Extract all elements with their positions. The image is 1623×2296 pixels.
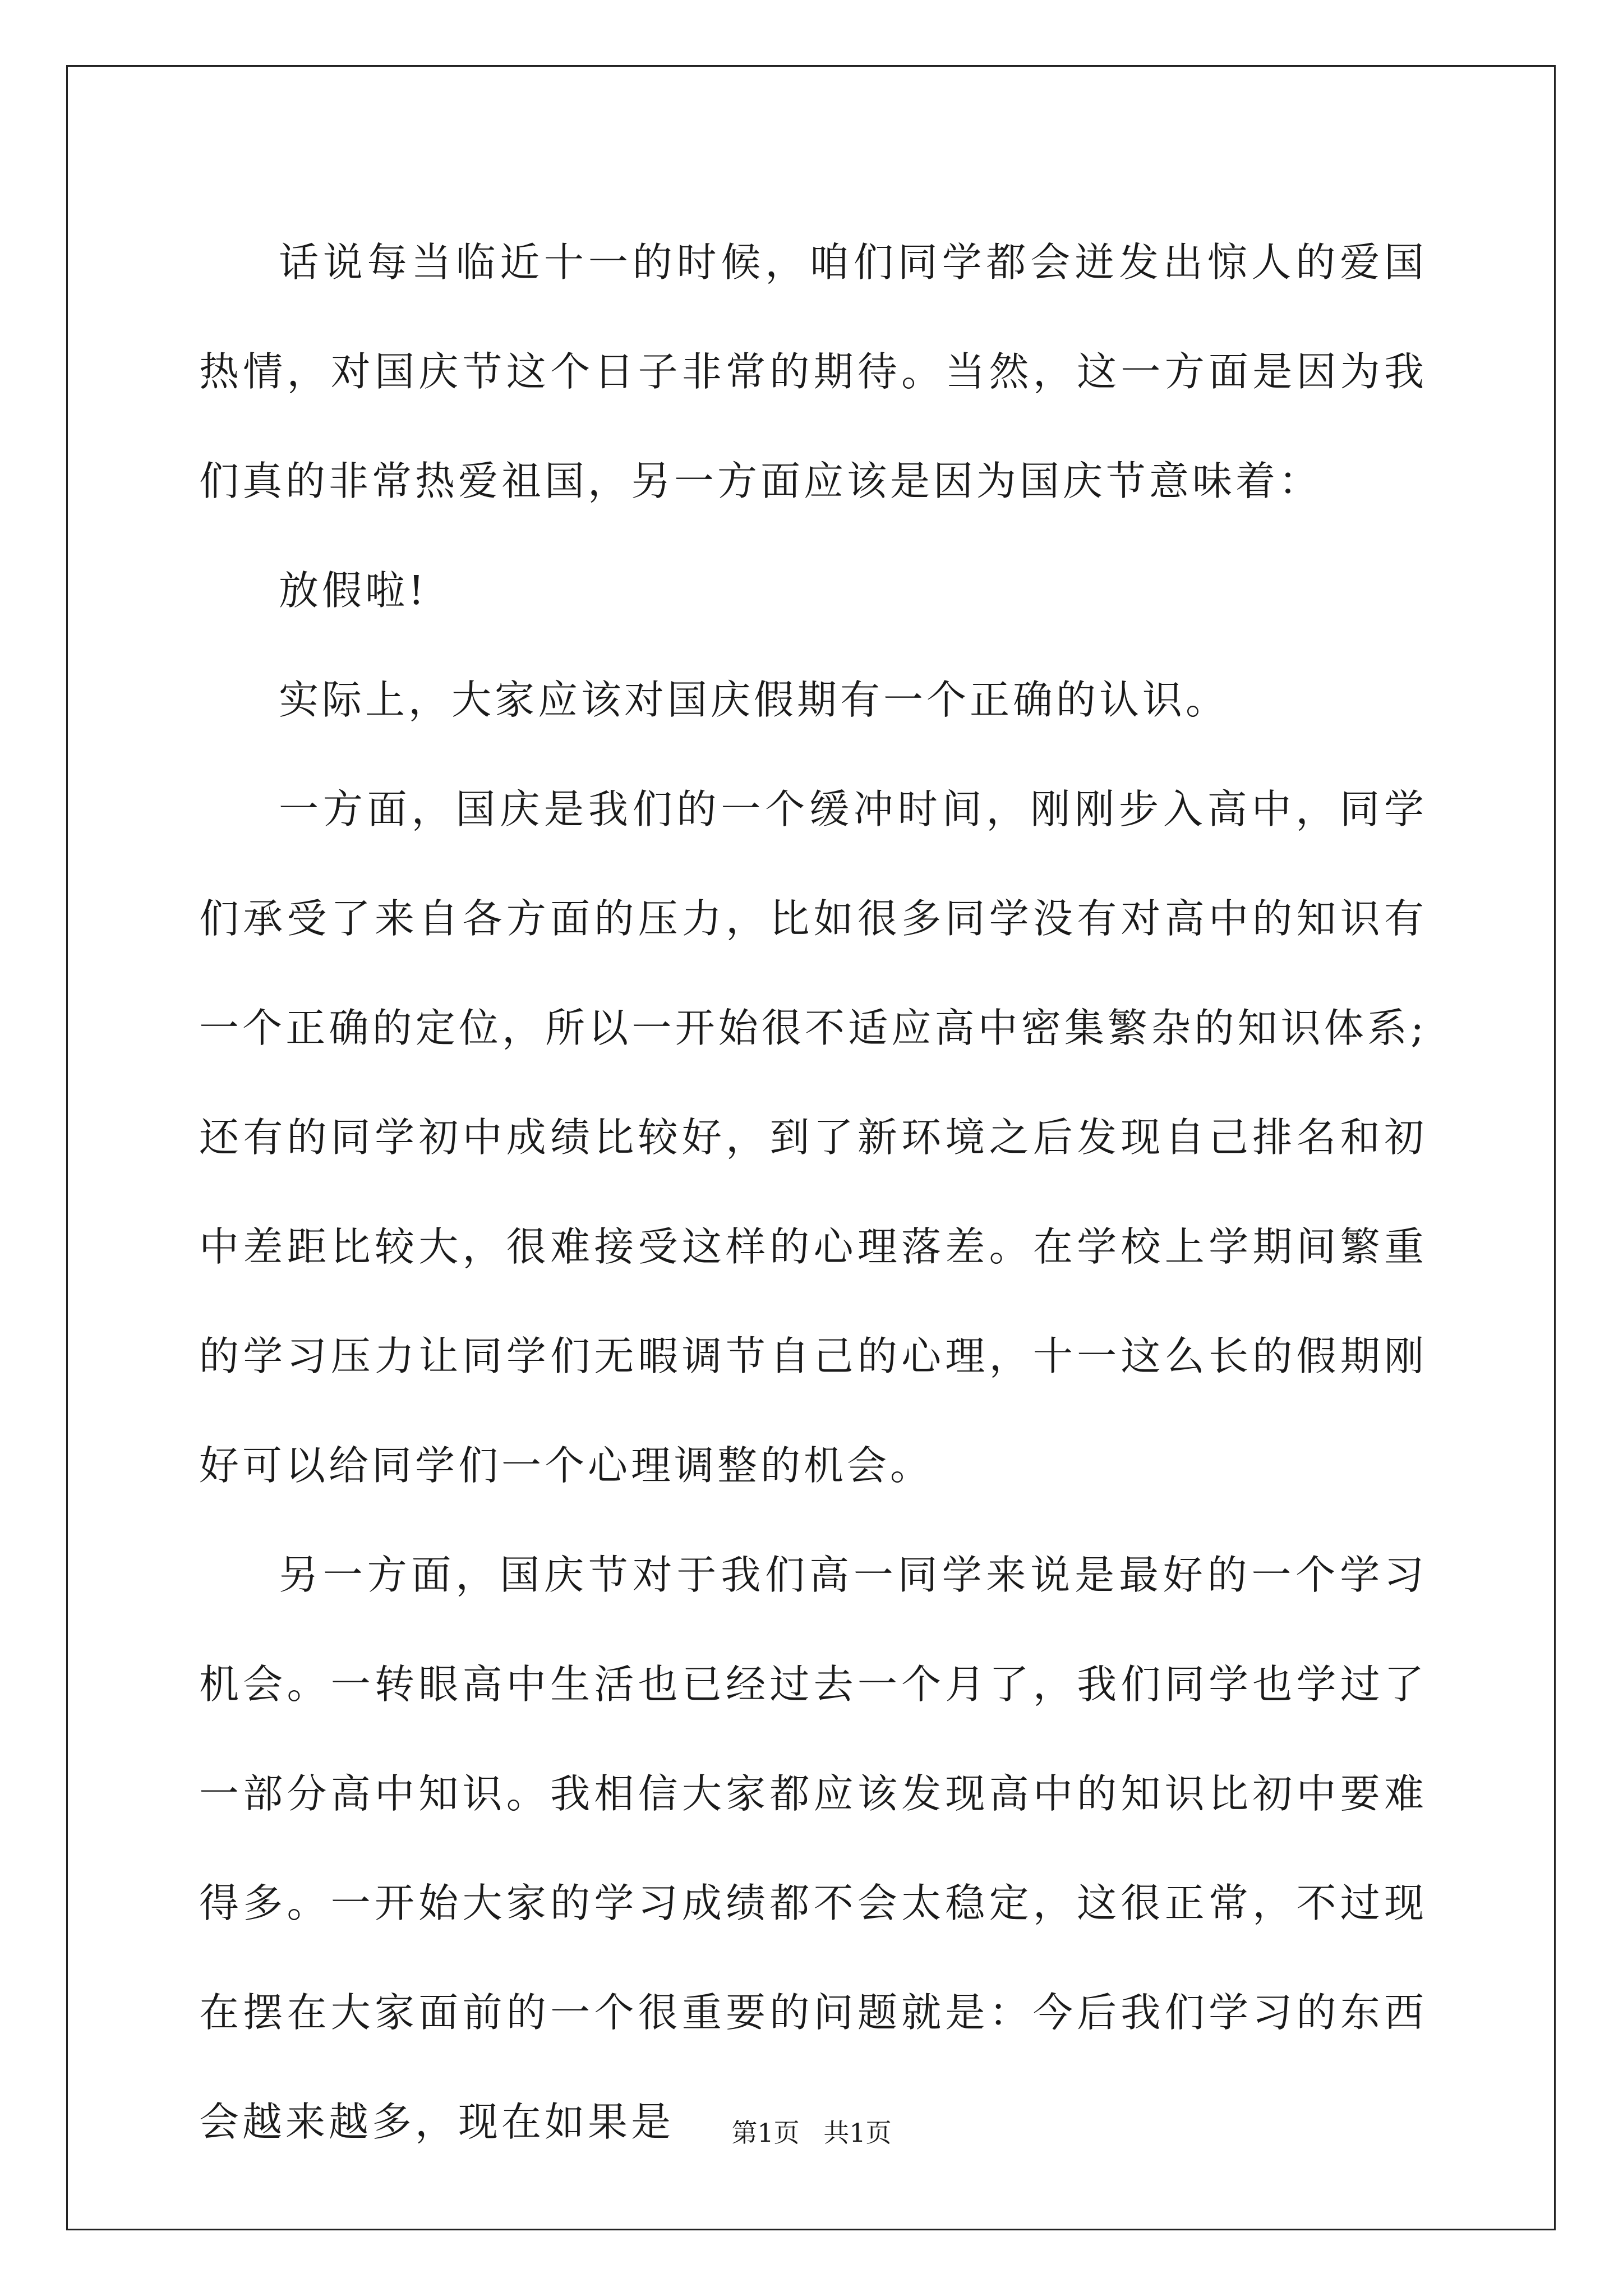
paragraph-5: 另一方面，国庆节对于我们高一同学来说是最好的一个学习机会。一转眼高中生活也已经过去一个月了，我们同学也学过了一部分高中知识。我相信大家都应该发现高中的知识比初中要难得多。一开始大家的学习成绩都不会太稳定，这很正常，不过现在摆在大家面前的一个很重要的问题就是：今后我们学习的东西会越来越多，现在如果是	[199, 1552, 1427, 2145]
page-number: 第1页	[731, 2118, 800, 2148]
paragraph-4: 一方面，国庆是我们的一个缓冲时间，刚刚步入高中，同学们承受了来自各方面的压力，比如很多同学没有对高中的知识有一个正确的定位，所以一开始很不适应高中密集繁杂的知识体系;还有的同学初中成绩比较好，到了新环境之后发现自己排名和初中差距比较大，很难接受这样的心理落差。在学校上学期间繁重的学习压力让同学们无暇调节自己的心理，十一这么长的假期刚好可以给同学们一个心理调整的机会。	[199, 786, 1427, 1489]
page-total: 共1页	[823, 2118, 892, 2148]
paragraph-1: 话说每当临近十一的时候，咱们同学都会迸发出惊人的爱国热情，对国庆节这个日子非常的期待。当然，这一方面是因为我们真的非常热爱祖国，另一方面应该是因为国庆节意味着：	[199, 239, 1427, 504]
paragraph-3: 实际上，大家应该对国庆假期有一个正确的认识。	[279, 677, 1229, 723]
paragraph-2: 放假啦!	[279, 567, 428, 614]
document-body	[199, 208, 1427, 2177]
page-footer	[0, 2116, 1623, 2150]
